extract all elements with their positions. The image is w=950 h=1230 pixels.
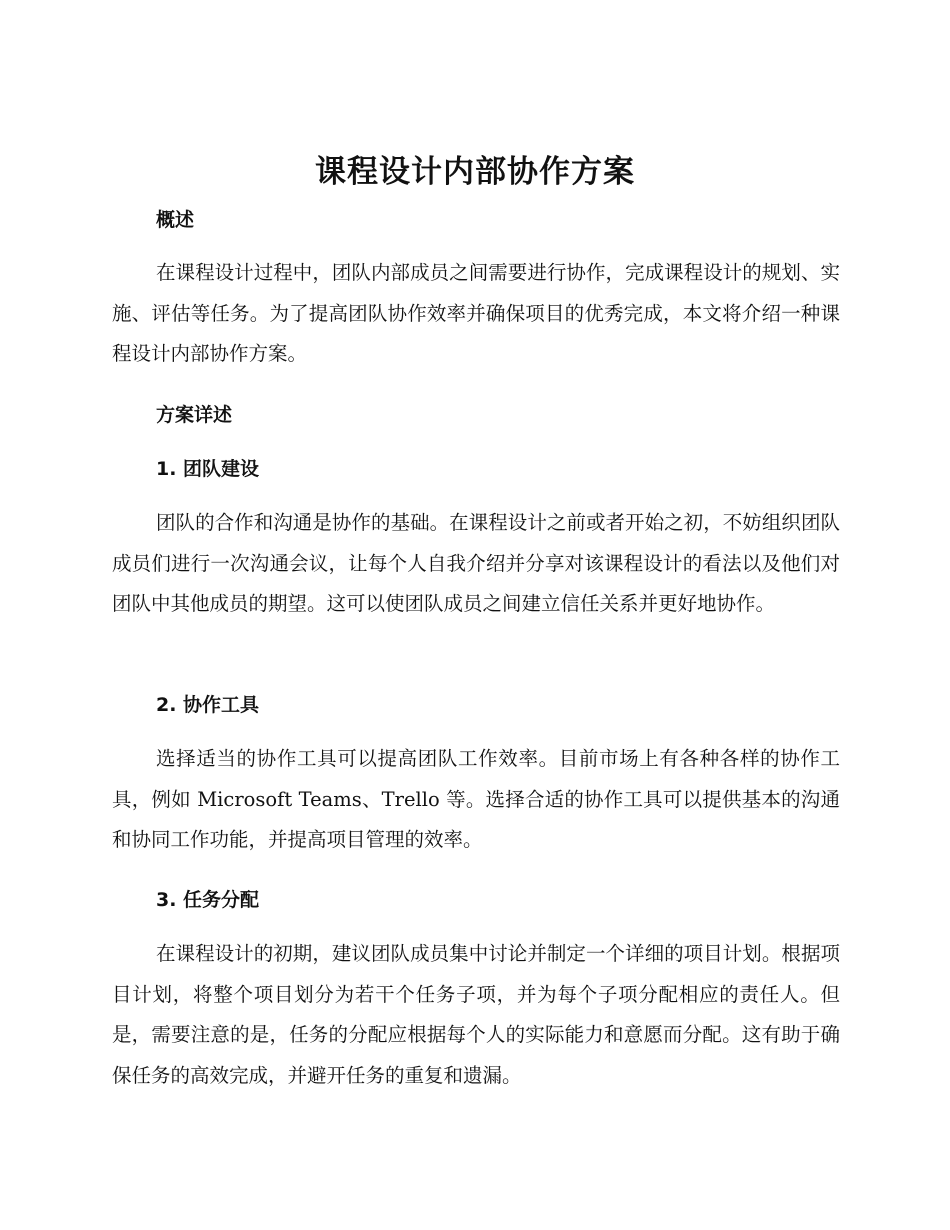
subheading-task-assignment: 3. 任务分配 xyxy=(156,889,260,911)
paragraph-collaboration-tools: 选择适当的协作工具可以提高团队工作效率。目前市场上有各种各样的协作工具，例如 Microsoft Teams、Trello 等。选择合适的协作工具可以提供基本的沟通和协同工作功能，并提高项目管理的效率。 xyxy=(112,747,840,851)
section-heading-overview: 概述 xyxy=(156,209,195,231)
subheading-team-building: 1. 团队建设 xyxy=(156,458,260,480)
paragraph-overview: 在课程设计过程中，团队内部成员之间需要进行协作，完成课程设计的规划、实施、评估等任务。为了提高团队协作效率并确保项目的优秀完成，本文将介绍一种课程设计内部协作方案。 xyxy=(112,261,840,365)
document-title: 课程设计内部协作方案 xyxy=(315,154,635,190)
section-heading-details: 方案详述 xyxy=(156,404,233,426)
subheading-collaboration-tools: 2. 协作工具 xyxy=(156,694,260,716)
paragraph-team-building: 团队的合作和沟通是协作的基础。在课程设计之前或者开始之初，不妨组织团队成员们进行一次沟通会议，让每个人自我介绍并分享对该课程设计的看法以及他们对团队中其他成员的期望。这可以使团队成员之间建立信任关系并更好地协作。 xyxy=(112,511,840,615)
paragraph-task-assignment: 在课程设计的初期，建议团队成员集中讨论并制定一个详细的项目计划。根据项目计划，将整个项目划分为若干个任务子项，并为每个子项分配相应的责任人。但是，需要注意的是，任务的分配应根据每个人的实际能力和意愿而分配。这有助于确保任务的高效完成，并避开任务的重复和遗漏。 xyxy=(112,942,840,1087)
